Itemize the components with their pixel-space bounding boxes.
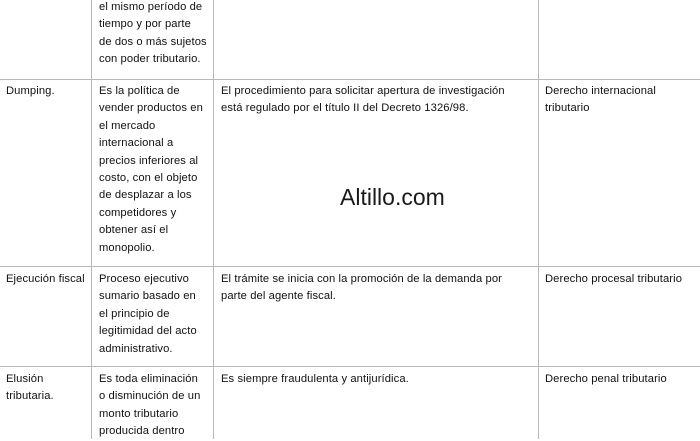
table-row-note: El procedimiento para solicitar apertura de investigación está regulado por el título II del Decreto 1326/98. — [221, 85, 505, 115]
row-divider — [0, 79, 700, 80]
row-divider — [0, 266, 700, 267]
table-row-branch: Derecho procesal tributario — [545, 273, 683, 285]
row-divider — [0, 366, 700, 367]
table-row-definition: Es toda eliminación o disminución de un monto tributario producida dentro — [99, 373, 201, 438]
table-row-term: Ejecución fiscal — [6, 273, 85, 285]
table-row-branch: Derecho penal tributario — [545, 373, 667, 385]
table-row-definition: Proceso ejecutivo sumario basado en el principio de legitimidad del acto administrativo. — [99, 273, 197, 355]
table-row-term: Elusión tributaria. — [6, 373, 54, 403]
table-row-note: Es siempre fraudulenta y antijurídica. — [221, 373, 409, 385]
column-divider — [213, 0, 214, 439]
table-row-definition: Es la política de vender productos en el mercado internacional a precios inferiores al costo, con el objeto de desplazar a los competidores y obtener así el monopolio. — [99, 85, 203, 254]
column-divider — [538, 0, 539, 439]
table-row-definition: el mismo período de tiempo y por parte de dos o más sujetos con poder tributario. — [99, 1, 207, 66]
table-row-note: El trámite se inicia con la promoción de la demanda por parte del agente fiscal. — [221, 273, 502, 303]
table-row-branch: Derecho internacional tributario — [545, 85, 656, 115]
watermark-text: Altillo.com — [340, 184, 445, 210]
table-row-term: Dumping. — [6, 85, 55, 97]
column-divider — [91, 0, 92, 439]
